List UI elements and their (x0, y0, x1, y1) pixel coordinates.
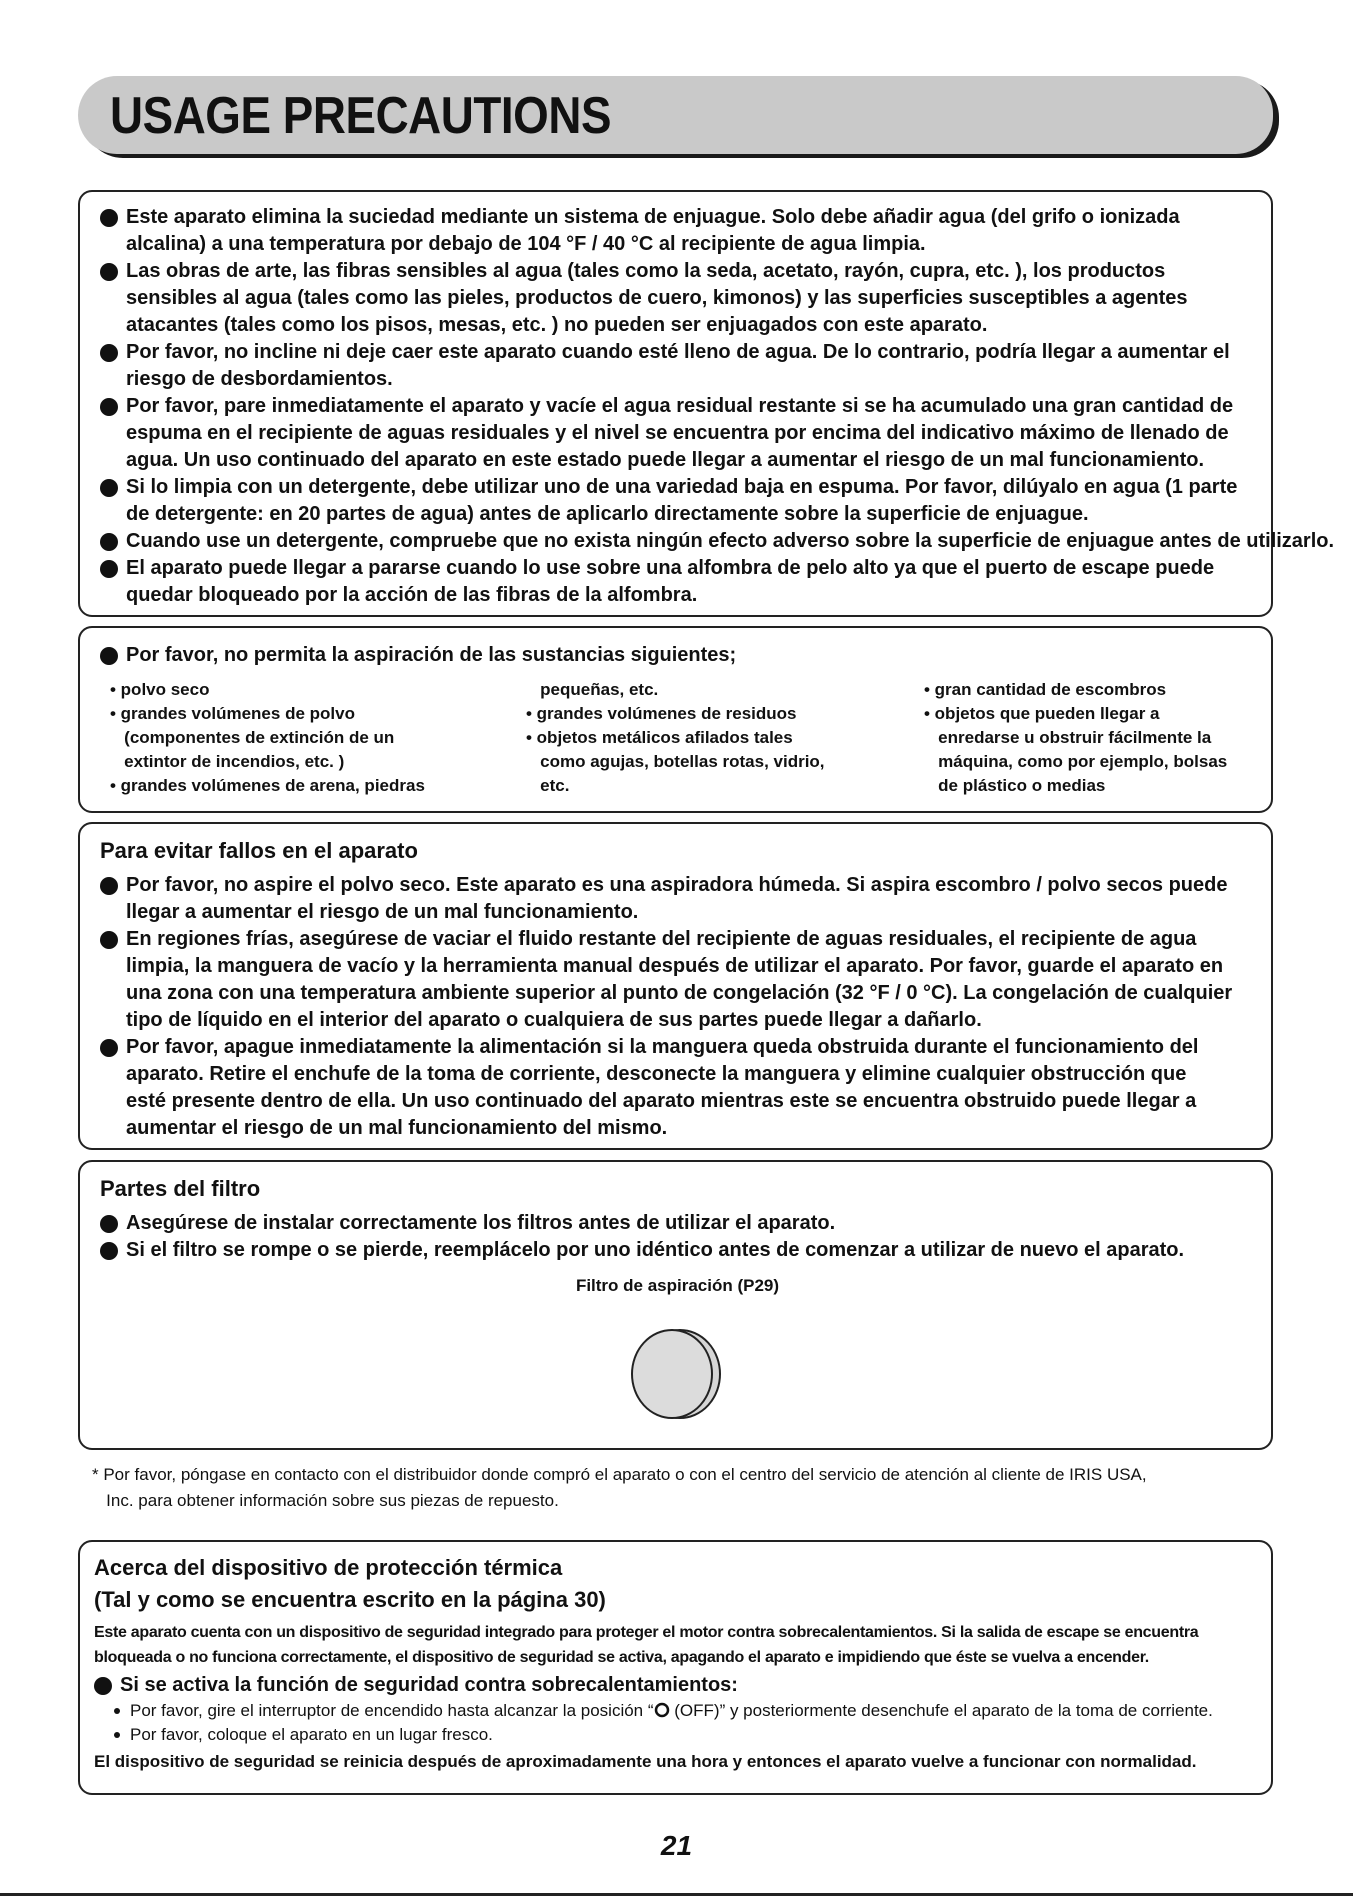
bullet-dot-icon (100, 1215, 118, 1233)
list-item (80, 1034, 1271, 1142)
list-item (80, 1210, 1271, 1237)
text-line: como agujas, botellas rotas, vidrio, (526, 752, 825, 771)
text-line: • grandes volúmenes de polvo (110, 704, 355, 723)
thermal-protection-box (78, 1540, 1273, 1795)
text-line: Este aparato elimina la suciedad mediante un sistema de enjuague. Solo debe añadir agua (del grifo o ionizada (126, 206, 1180, 228)
precautions-box (78, 190, 1335, 617)
bullet-dot-icon (100, 344, 118, 362)
list-item (80, 555, 1271, 609)
bullet-dot-icon (94, 1677, 112, 1695)
off-symbol-icon (654, 1702, 670, 1718)
text-line: llegar a aumentar el riesgo de un mal funcionamiento. (126, 901, 639, 923)
avoid-failures-list (80, 872, 1271, 1142)
filter-label: Filtro de aspiración (P29) (575, 1276, 780, 1295)
text-line: de detergente: en 20 partes de agua) antes de aplicarlo directamente sobre la superficie de enjuague. (126, 503, 1089, 525)
text-line: • grandes volúmenes de residuos (526, 704, 797, 723)
text-line: una zona con una temperatura ambiente superior al punto de congelación (32 °F / 0 °C). La congelación de cualquier (126, 982, 1233, 1004)
text-line: bloqueada o no funciona correctamente, el dispositivo de seguridad se activa, apagando el aparato e impidiendo que éste se vuelva a encender. (94, 1649, 1149, 1666)
bullet-dot-icon (100, 1242, 118, 1260)
substances-column-1 (110, 678, 425, 798)
text-line: máquina, como por ejemplo, bolsas (924, 752, 1228, 771)
page-bottom-rule (0, 1893, 1353, 1896)
text-line: atacantes (tales como los pisos, mesas, etc. ) no pueden ser enjuagados con este aparato. (126, 314, 988, 336)
filter-parts-list (80, 1210, 1271, 1264)
text-line: riesgo de desbordamientos. (126, 368, 393, 390)
list-item (80, 926, 1271, 1034)
text-line: En regiones frías, asegúrese de vaciar el fluido restante del recipiente de aguas residuales, el recipiente de agua (126, 928, 1197, 950)
spare-parts-note (92, 1462, 1262, 1514)
thermal-heading-2: (Tal y como se encuentra escrito en la página 30) (94, 1587, 606, 1612)
page-number: 21 (660, 1830, 693, 1861)
bullet-dot-icon (100, 533, 118, 551)
text-line: agua. Un uso continuado del aparato en este estado puede llegar a aumentar el riesgo de un mal funcionamiento. (126, 449, 1204, 471)
text-line: de plástico o medias (924, 776, 1106, 795)
list-item (80, 528, 1335, 555)
text-line: sensibles al agua (tales como las pieles, productos de cuero, kimonos) y las superficies susceptibles a agentes (126, 287, 1188, 309)
text-line: esté presente dentro de ella. Un uso continuado del aparato mientras este se encuentra obstruido puede llegar a (126, 1090, 1197, 1112)
thermal-bullet: Si se activa la función de seguridad contra sobrecalentamientos: (80, 1672, 1271, 1699)
substances-box (78, 626, 1273, 813)
list-item (80, 1237, 1271, 1264)
text-line: Las obras de arte, las fibras sensibles al agua (tales como la seda, acetato, rayón, cupra, etc. ), los productos (126, 260, 1166, 282)
text-line: * Por favor, póngase en contacto con el distribuidor donde compró el aparato o con el centro del servicio de atención al cliente de IRIS USA, (92, 1465, 1147, 1484)
bullet-dot-icon (100, 560, 118, 578)
text-line: aumentar el riesgo de un mal funcionamiento del mismo. (126, 1117, 668, 1139)
bullet-dot-icon (100, 398, 118, 416)
bullet-dot-icon (114, 1708, 120, 1714)
thermal-closing: El dispositivo de seguridad se reinicia después de aproximadamente una hora y entonces el aparato vuelve a funcionar con normalidad. (94, 1752, 1197, 1771)
avoid-failures-heading: Para evitar fallos en el aparato (100, 838, 418, 863)
text-line: espuma en el recipiente de aguas residuales y el nivel se encuentra por encima del indicativo máximo de llenado de (126, 422, 1229, 444)
bullet-dot-icon (114, 1732, 120, 1738)
text-line: • objetos metálicos afilados tales (526, 728, 793, 747)
bullet-dot-icon (100, 479, 118, 497)
filter-parts-heading: Partes del filtro (100, 1176, 261, 1201)
substances-column-2 (526, 678, 825, 798)
list-item (80, 339, 1271, 393)
bullet-dot-icon (100, 209, 118, 227)
page-title: USAGE PRECAUTIONS (110, 87, 612, 145)
text-line: etc. (526, 776, 570, 795)
text-line: • grandes volúmenes de arena, piedras (110, 776, 425, 795)
thermal-intro (80, 1620, 1271, 1670)
text-line: (componentes de extinción de un (110, 728, 395, 747)
text-line: limpia, la manguera de vacío y la herramienta manual después de utilizar el aparato. Por favor, guarde el aparato en (126, 955, 1224, 977)
precautions-list (80, 204, 1335, 609)
text-line: Por favor, pare inmediatamente el aparato y vacíe el agua residual restante si se ha acumulado una gran cantidad de (126, 395, 1234, 417)
text-line: aparato. Retire el enchufe de la toma de corriente, desconecte la manguera y elimine cualquier obstrucción que (126, 1063, 1187, 1085)
text-line: extintor de incendios, etc. ) (110, 752, 345, 771)
thermal-heading-1: Acerca del dispositivo de protección térmica (94, 1555, 563, 1580)
text-line: quedar bloqueado por la acción de las fibras de la alfombra. (126, 584, 698, 606)
substances-lead: Por favor, no permita la aspiración de las sustancias siguientes; (80, 642, 736, 669)
text-line: • gran cantidad de escombros (924, 680, 1167, 699)
thermal-sub-2: Por favor, coloque el aparato en un lugar fresco. (80, 1723, 1271, 1747)
bullet-dot-icon (100, 647, 118, 665)
bullet-dot-icon (100, 1039, 118, 1057)
bullet-dot-icon (100, 931, 118, 949)
list-item (80, 204, 1271, 258)
list-item (80, 872, 1271, 926)
filter-illustration-icon (622, 1322, 732, 1432)
substances-column-3 (924, 678, 1227, 798)
text-line: Este aparato cuenta con un dispositivo de seguridad integrado para proteger el motor contra sobrecalentamientos. Si la salida de escape se encuentra (94, 1624, 1199, 1641)
text-line: Por favor, no aspire el polvo seco. Este aparato es una aspiradora húmeda. Si aspira escombro / polvo secos puede (126, 874, 1228, 896)
list-item (80, 474, 1271, 528)
list-item (80, 393, 1271, 474)
text-line: Inc. para obtener información sobre sus piezas de repuesto. (92, 1491, 559, 1510)
text-line: Por favor, apague inmediatamente la alimentación si la manguera queda obstruida durante el funcionamiento del (126, 1036, 1199, 1058)
filter-parts-box (78, 1160, 1273, 1450)
text-line: tipo de líquido en el interior del aparato o cualquiera de sus partes puede llegar a dañarlo. (126, 1009, 982, 1031)
text-line: • polvo seco (110, 680, 210, 699)
bullet-dot-icon (100, 877, 118, 895)
text-line: Cuando use un detergente, compruebe que no exista ningún efecto adverso sobre la superficie de enjuague antes de utilizarlo. (126, 530, 1335, 552)
avoid-failures-box (78, 822, 1273, 1150)
text-line: Asegúrese de instalar correctamente los filtros antes de utilizar el aparato. (126, 1212, 836, 1234)
text-line: Por favor, no incline ni deje caer este aparato cuando esté lleno de agua. De lo contrario, podría llegar a aumentar el (126, 341, 1230, 363)
list-item (80, 258, 1271, 339)
text-line: Si lo limpia con un detergente, debe utilizar uno de una variedad baja en espuma. Por favor, dilúyalo en agua (1 parte (126, 476, 1238, 498)
text-line: Si el filtro se rompe o se pierde, reemplácelo por uno idéntico antes de comenzar a utilizar de nuevo el aparato. (126, 1239, 1185, 1261)
text-line: El aparato puede llegar a pararse cuando lo use sobre una alfombra de pelo alto ya que el puerto de escape puede (126, 557, 1215, 579)
text-line: pequeñas, etc. (526, 680, 659, 699)
bullet-dot-icon (100, 263, 118, 281)
thermal-sub-1: Por favor, gire el interruptor de encendido hasta alcanzar la posición “ (OFF)” y posteriormente desenchufe el aparato de la toma de corriente. (80, 1699, 1271, 1723)
text-line: • objetos que pueden llegar a (924, 704, 1160, 723)
section-header (78, 76, 1273, 154)
text-line: alcalina) a una temperatura por debajo de 104 °F / 40 °C al recipiente de agua limpia. (126, 233, 926, 255)
text-line: enredarse u obstruir fácilmente la (924, 728, 1212, 747)
